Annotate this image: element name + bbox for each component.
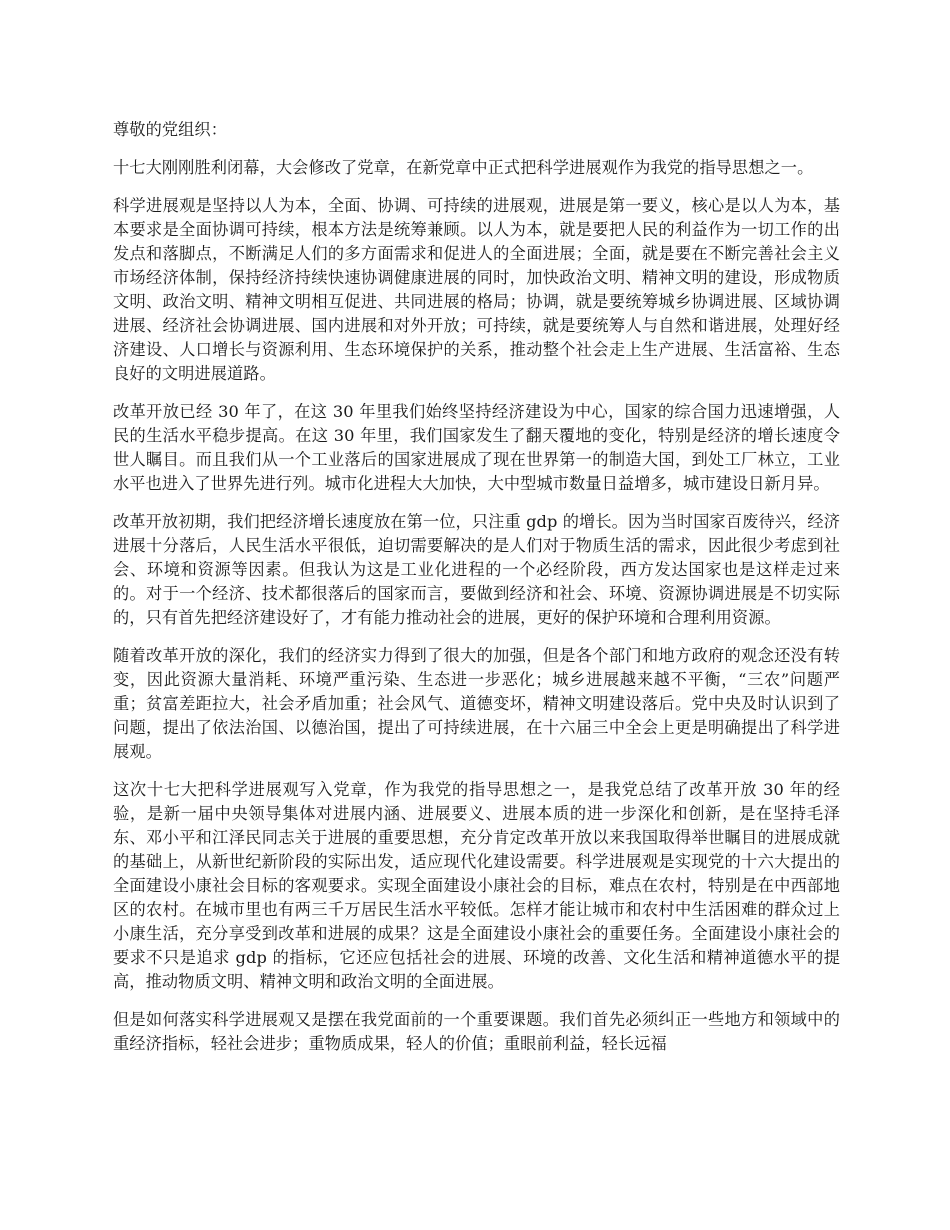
paragraph-6: 这次十七大把科学进展观写入党章，作为我党的指导思想之一，是我党总结了改革开放 30 年的经验，是新一届中央领导集体对进展内涵、进展要义、进展本质的进一步深化和创新，是在坚持毛泽东、邓小平和江泽民同志关于进展的重要思想，充分肯定改革开放以来我国取得举世瞩目的进展成就的基础上，从新世纪新阶段的实际出发，适应现代化建设需要。科学进展观是实现党的十六大提出的全面建设小康社会目标的客观要求。实现全面建设小康社会的目标，难点在农村，特别是在中西部地区的农村。在城市里也有两三千万居民生活水平较低。怎样才能让城市和农村中生活困难的群众过上小康生活，充分享受到改革和进展的成果？这是全面建设小康社会的重要任务。全面建设小康社会的要求不只是追求 gdp 的指标，它还应包括社会的进展、环境的改善、文化生活和精神道德水平的提高，推动物质文明、精神文明和政治文明的全面进展。 bbox=[113, 780, 840, 991]
paragraph-4: 改革开放初期，我们把经济增长速度放在第一位，只注重 gdp 的增长。因为当时国家百废待兴，经济进展十分落后，人民生活水平很低，迫切需要解决的是人们对于物质生活的需求，因此很少考虑到社会、环境和资源等因素。但我认为这是工业化进程的一个必经阶段，西方发达国家也是这样走过来的。对于一个经济、技术都很落后的国家而言，要做到经济和社会、环境、资源协调进展是不切实际的，只有首先把经济建设好了，才有能力推动社会的进展，更好的保护环境和合理利用资源。 bbox=[113, 512, 840, 627]
paragraph-1: 十七大刚刚胜利闭幕，大会修改了党章，在新党章中正式把科学进展观作为我党的指导思想之一。 bbox=[113, 158, 814, 177]
greeting: 尊敬的党组织： bbox=[113, 120, 228, 139]
paragraph-5: 随着改革开放的深化，我们的经济实力得到了很大的加强，但是各个部门和地方政府的观念还没有转变，因此资源大量消耗、环境严重污染、生态进一步恶化；城乡进展越来越不平衡，“三农”问题严重；贫富差距拉大，社会矛盾加重；社会风气、道德变坏，精神文明建设落后。党中央及时认识到了问题，提出了依法治国、以德治国，提出了可持续进展，在十六届三中全会上更是明确提出了科学进展观。 bbox=[113, 646, 840, 761]
paragraph-2: 科学进展观是坚持以人为本，全面、协调、可持续的进展观，进展是第一要义，核心是以人为本，基本要求是全面协调可持续，根本方法是统筹兼顾。以人为本，就是要把人民的利益作为一切工作的出发点和落脚点，不断满足人们的多方面需求和促进人的全面进展；全面，就是要在不断完善社会主义市场经济体制，保持经济持续快速协调健康进展的同时，加快政治文明、精神文明的建设，形成物质文明、政治文明、精神文明相互促进、共同进展的格局；协调，就是要统筹城乡协调进展、区域协调进展、经济社会协调进展、国内进展和对外开放；可持续，就是要统筹人与自然和谐进展，处理好经济建设、人口增长与资源利用、生态环境保护的关系，推动整个社会走上生产进展、生活富裕、生态良好的文明进展道路。 bbox=[113, 196, 840, 383]
paragraph-7: 但是如何落实科学进展观又是摆在我党面前的一个重要课题。我们首先必须纠正一些地方和领域中的重经济指标，轻社会进步；重物质成果，轻人的价值；重眼前利益，轻长远福 bbox=[113, 1010, 840, 1053]
paragraph-3: 改革开放已经 30 年了，在这 30 年里我们始终坚持经济建设为中心，国家的综合国力迅速增强，人民的生活水平稳步提高。在这 30 年里，我们国家发生了翻天覆地的变化，特别是经济的增长速度令世人瞩目。而且我们从一个工业落后的国家进展成了现在世界第一的制造大国，到处工厂林立，工业水平也进入了世界先进行列。城市化进程大大加快，大中型城市数量日益增多，城市建设日新月异。 bbox=[113, 402, 840, 493]
document-page bbox=[113, 118, 840, 1070]
